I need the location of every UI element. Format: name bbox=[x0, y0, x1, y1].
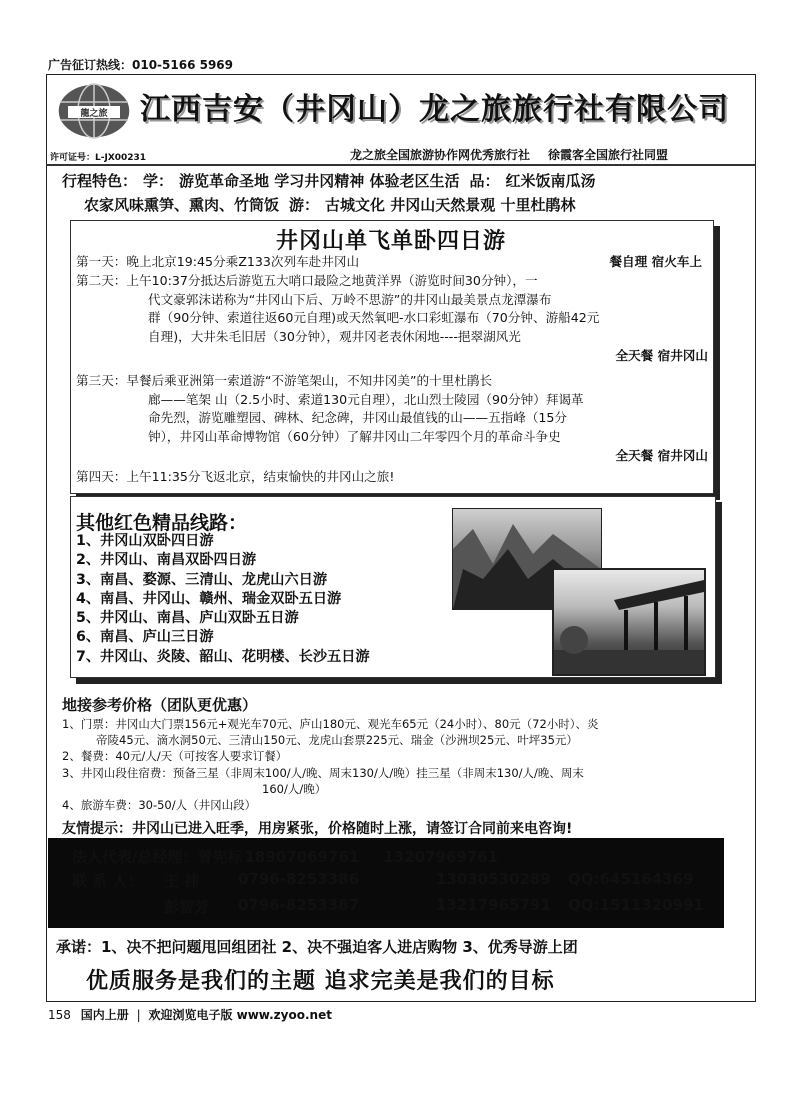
rep-phone-2: 13207969761 bbox=[383, 848, 499, 866]
list-item: 7、井冈山、炎陵、韶山、花明楼、长沙五日游 bbox=[76, 648, 370, 665]
friendly-tip: 友情提示：井冈山已进入旺季，用房紧张，价格随时上涨，请签订合同前来电咨询! bbox=[62, 821, 573, 837]
contact-2-mobile: 13217965791 bbox=[436, 896, 551, 914]
day-1 bbox=[76, 253, 706, 272]
features-line-1 bbox=[62, 170, 606, 191]
page-number: 158 bbox=[48, 1008, 71, 1022]
price-item-4: 4、旅游车费：30-50/人（井冈山段） bbox=[62, 798, 257, 813]
price-item-3: 3、井冈山段住宿费：预备三星（非周末100/人/晚、周末130/人/晚）挂三星（非周末130/人/晚、周末 bbox=[62, 765, 584, 780]
footer-link-text: 欢迎浏览电子版 www.zyoo.net bbox=[148, 1008, 332, 1022]
feature-xue-text: 游览革命圣地 学习井冈精神 体验老区生活 bbox=[179, 172, 460, 190]
contact-2-name: 彭智芳 bbox=[164, 898, 210, 916]
day-4: 第四天：上午11:35分飞返北京，结束愉快的井冈山之旅! bbox=[76, 469, 395, 484]
day-1-meal: 餐自理 宿火车上 bbox=[609, 254, 702, 269]
day-2-line-d: 自理)，大井朱毛旧居（30分钟），观井冈老表休闲地----挹翠湖风光 bbox=[148, 329, 521, 345]
day-3-line-c: 命先烈，游览雕塑园、碑林、纪念碑，井冈山最值钱的山——五指峰（15分 bbox=[148, 410, 568, 426]
contact-2-tel: 0796-8253387 bbox=[238, 896, 360, 914]
contact-row-1 bbox=[72, 870, 142, 891]
contact-label: 联 系 人： bbox=[72, 872, 143, 890]
day-3 bbox=[76, 372, 708, 466]
feature-xue-label: 学： bbox=[143, 172, 174, 190]
feature-you-text: 古城文化 井冈山天然景观 十里杜鹃林 bbox=[325, 196, 576, 214]
day-3-line-a: 第三天：早餐后乘亚洲第一索道游“不游笔架山，不知井冈美”的十里杜鹃长 bbox=[76, 373, 493, 388]
price-list bbox=[62, 716, 722, 813]
list-item: 6、南昌、庐山三日游 bbox=[76, 629, 214, 646]
contact-1-tel: 0796-8253386 bbox=[238, 870, 360, 888]
list-item: 1、井冈山双卧四日游 bbox=[76, 533, 214, 549]
pavilion-photo bbox=[552, 568, 706, 676]
day-1-text: 第一天：晚上北京19:45分乘Z133次列车赴井冈山 bbox=[76, 254, 360, 269]
features-line-2 bbox=[84, 194, 585, 215]
alliance-2: 徐霞客全国旅行社同盟 bbox=[548, 148, 669, 162]
feature-pin-label: 品： bbox=[469, 172, 500, 190]
company-name: 江西吉安（井冈山）龙之旅旅行社有限公司 bbox=[140, 92, 729, 127]
price-title: 地接参考价格（团队更优惠） bbox=[62, 696, 258, 714]
rep-name: 曾宪标 bbox=[197, 848, 243, 866]
contact-1-qq: QQ:645164369 bbox=[568, 870, 694, 888]
price-item-1: 1、门票：井冈山大门票156元+观光车70元、庐山180元、观光车65元（24小时）、80元（72小时）、炎 bbox=[62, 717, 599, 731]
day-2-line-a: 第二天：上午10:37分抵达后游览五大哨口最险之地黄洋界（游览时间30分钟），一 bbox=[76, 273, 538, 288]
globe-logo bbox=[56, 82, 132, 140]
alliances bbox=[350, 146, 686, 163]
list-item: 2、井冈山、南昌双卧四日游 bbox=[76, 552, 257, 569]
divider bbox=[46, 164, 756, 166]
page-footer: 158 国内上册 | 欢迎浏览电子版 www.zyoo.net bbox=[48, 1008, 332, 1022]
contact-1-mobile: 13030530289 bbox=[436, 870, 551, 888]
day-3-line-d: 钟），井冈山革命博物馆（60分钟）了解井冈山二年零四个月的革命斗争史 bbox=[148, 429, 561, 445]
day-2-line-c: 群（90分钟、索道往返60元自理)或天然氧吧-水口彩虹瀑布（70分钟、游船42元 bbox=[148, 310, 600, 326]
feature-you-label: 游： bbox=[289, 196, 320, 214]
price-item-3b: 160/人/晚） bbox=[262, 781, 327, 796]
feature-pin-text: 红米饭南瓜汤 bbox=[505, 172, 596, 190]
footer-section: 国内上册 bbox=[80, 1008, 129, 1022]
ad-hotline: 广告征订热线：010-5166 5969 bbox=[48, 58, 234, 72]
rep-phone-1: 18907069761 bbox=[244, 848, 360, 866]
red-routes-title: 其他红色精品线路： bbox=[76, 512, 248, 534]
alliance-1: 龙之旅全国旅游协作网优秀旅行社 bbox=[350, 148, 531, 162]
feature-pin-text-2: 农家风味熏笋、熏肉、竹筒饭 bbox=[84, 196, 280, 214]
day-3-line-b: 廊——笔架 山（2.5小时、索道130元自理），北山烈士陵园（90分钟）拜谒革 bbox=[148, 391, 584, 407]
day-2-line-b: 代文豪郭沫诺称为“井冈山下后、万岭不思游”的井冈山最美景点龙潭瀑布 bbox=[148, 291, 552, 307]
red-routes-list bbox=[76, 532, 370, 667]
tour-title: 井冈山单飞单卧四日游 bbox=[275, 229, 506, 254]
slogan: 优质服务是我们的主题 追求完美是我们的目标 bbox=[86, 969, 555, 994]
promise: 承诺：1、决不把问题甩回组团社 2、决不强迫客人进店购物 3、优秀导游上团 bbox=[56, 938, 578, 956]
list-item: 5、井冈山、南昌、庐山双卧五日游 bbox=[76, 610, 299, 627]
list-item: 3、南昌、婺源、三清山、龙虎山六日游 bbox=[76, 571, 328, 588]
contact-1-name: 王 祎 bbox=[164, 872, 200, 890]
contact-2-qq: QQ:1511320991 bbox=[568, 896, 704, 914]
day-3-meal: 全天餐 宿井冈山 bbox=[615, 447, 708, 463]
license-number: 许可证号：L-JX00231 bbox=[50, 153, 147, 163]
day-2-meal: 全天餐 宿井冈山 bbox=[615, 347, 708, 363]
logo-text: 龍之旅 bbox=[80, 109, 108, 119]
price-item-2: 2、餐费：40元/人/天（可按客人要求订餐） bbox=[62, 749, 288, 764]
rep-label: 法人代表/总经理： bbox=[72, 848, 198, 866]
contact-rep bbox=[72, 846, 498, 867]
features-label: 行程特色： bbox=[62, 172, 138, 190]
list-item: 4、南昌、井冈山、赣州、瑞金双卧五日游 bbox=[76, 590, 342, 607]
price-item-1b: 帝陵45元、滴水洞50元、三清山150元、龙虎山套票225元、瑞金（沙洲坝25元、叶坪35元） bbox=[96, 733, 578, 748]
day-2 bbox=[76, 272, 708, 366]
